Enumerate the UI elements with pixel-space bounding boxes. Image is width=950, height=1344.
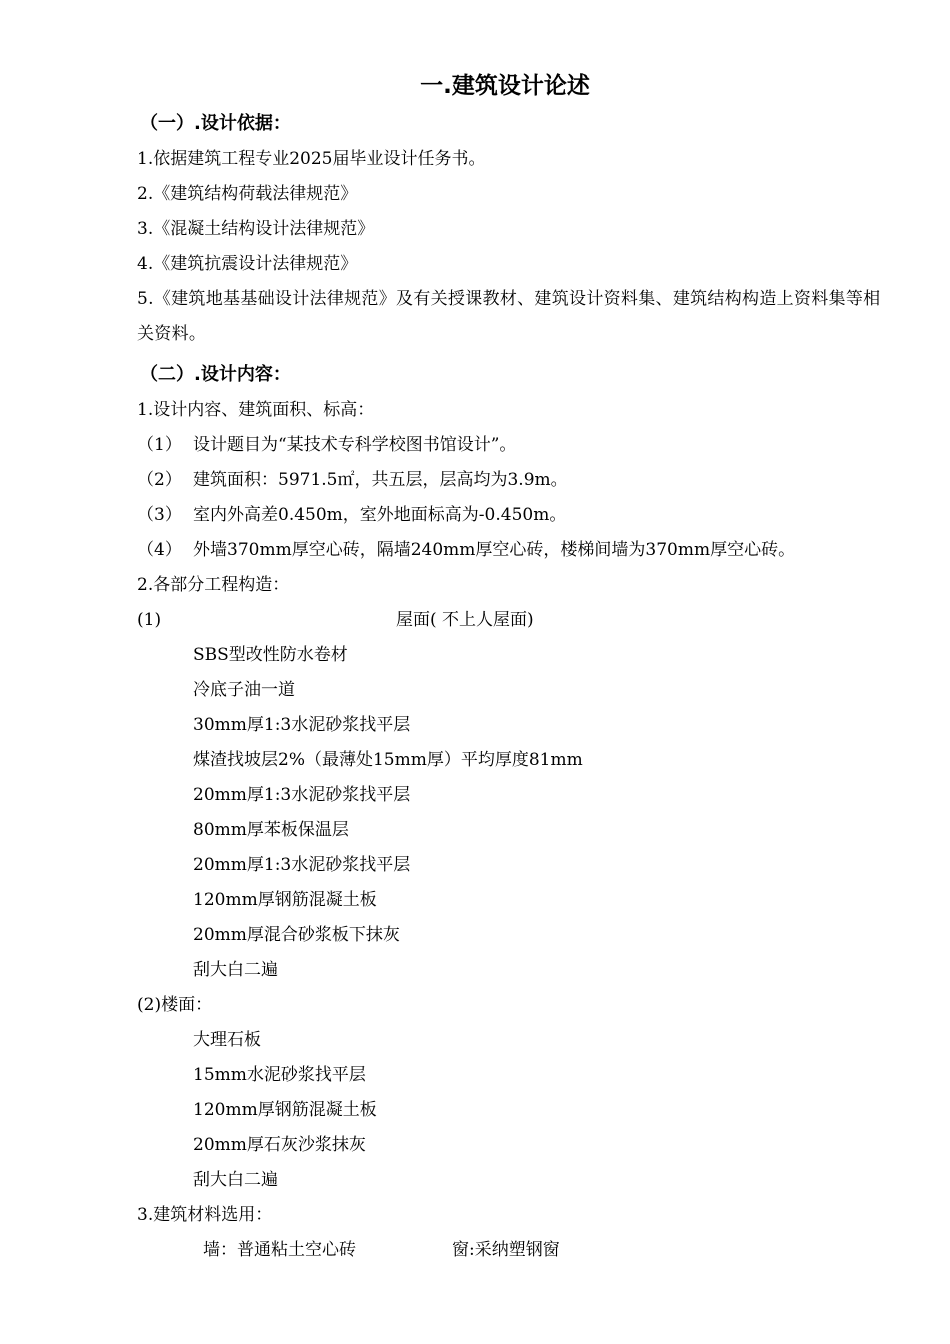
roof-layer: 20mm厚混合砂浆板下抹灰: [193, 925, 400, 945]
basis-item: 1.依据建筑工程专业2025届毕业设计任务书。: [137, 149, 486, 169]
roof-layer: 120mm厚钢筋混凝土板: [193, 890, 377, 910]
basis-item: 5.《建筑地基基础设计法律规范》及有关授课教材、建筑设计资料集、建筑结构构造上资料集等相关资料。: [137, 289, 881, 344]
floor-layer: 15mm水泥砂浆找平层: [193, 1065, 366, 1085]
document-title: 一.建筑设计论述: [420, 73, 590, 99]
content-sub-number: （1）: [137, 435, 182, 455]
section-heading-design-content: （二）.设计内容：: [140, 364, 291, 385]
roof-layer: 30mm厚1:3水泥砂浆找平层: [193, 715, 411, 735]
material-wall: 墙：普通粘土空心砖: [203, 1240, 356, 1260]
roof-layer: 冷底子油一道: [193, 680, 295, 700]
roof-layer: 20mm厚1:3水泥砂浆找平层: [193, 855, 411, 875]
floor-layer: 120mm厚钢筋混凝土板: [193, 1100, 377, 1120]
roof-layer: 20mm厚1:3水泥砂浆找平层: [193, 785, 411, 805]
basis-item: 4.《建筑抗震设计法律规范》: [137, 254, 358, 274]
basis-item: 2.《建筑结构荷载法律规范》: [137, 184, 358, 204]
content-intro: 1.设计内容、建筑面积、标高：: [137, 400, 375, 420]
floor-label: (2)楼面：: [137, 995, 213, 1015]
content-sub-text: 外墙370mm厚空心砖，隔墙240mm厚空心砖，楼梯间墙为370mm厚空心砖。: [193, 540, 796, 560]
material-window: 窗:采纳塑钢窗: [452, 1240, 560, 1260]
materials-title: 3.建筑材料选用：: [137, 1205, 273, 1225]
content-sub-text: 室内外高差0.450m，室外地面标高为-0.450m。: [193, 505, 567, 525]
content-sub-text: 建筑面积：5971.5㎡，共五层，层高均为3.9m。: [193, 470, 568, 490]
roof-layer: 煤渣找坡层2%（最薄处15mm厚）平均厚度81mm: [193, 750, 583, 770]
basis-item: 3.《混凝土结构设计法律规范》: [137, 219, 375, 239]
floor-layer: 刮大白二遍: [193, 1170, 278, 1190]
roof-layer: SBS型改性防水卷材: [193, 645, 348, 665]
section-heading-design-basis: （一）.设计依据：: [140, 113, 291, 134]
content-sub-text: 设计题目为“某技术专科学校图书馆设计”。: [193, 435, 517, 455]
roof-layer: 80mm厚苯板保温层: [193, 820, 349, 840]
content-sub-number: （4）: [137, 540, 182, 560]
roof-layer: 刮大白二遍: [193, 960, 278, 980]
floor-layer: 20mm厚石灰沙浆抹灰: [193, 1135, 366, 1155]
roof-label: 屋面( 不上人屋面): [396, 610, 534, 630]
construction-title: 2.各部分工程构造：: [137, 575, 290, 595]
content-sub-number: （3）: [137, 505, 182, 525]
roof-number: (1): [137, 610, 162, 630]
floor-layer: 大理石板: [193, 1030, 261, 1050]
content-sub-number: （2）: [137, 470, 182, 490]
